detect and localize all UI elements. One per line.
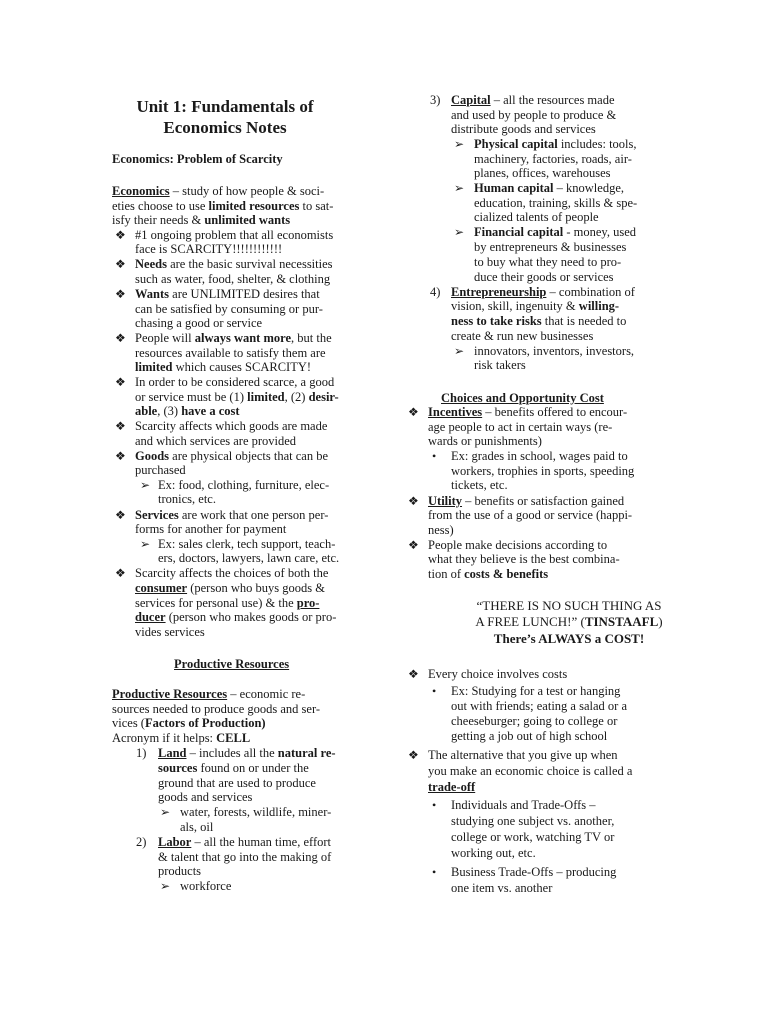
land-line-2: sources found on or under the: [158, 761, 309, 775]
bullet-goods-1: Goods are physical objects that can be: [135, 449, 329, 463]
arrow-bullet-icon: ➢: [454, 344, 465, 358]
incentives-ex-3: tickets, etc.: [451, 478, 508, 492]
diamond-bullet-icon: ❖: [408, 667, 419, 681]
capital-line-2: and used by people to produce &: [451, 108, 617, 122]
bullet-choices-5: vides services: [135, 625, 205, 639]
bullet-scarcity-2: face is SCARCITY!!!!!!!!!!!!: [135, 242, 283, 256]
bullet-choices-4: ducer (person who makes goods or pro-: [135, 610, 337, 624]
bullet-want-more-1: People will always want more, but the: [135, 331, 332, 345]
financial-capital-1: Financial capital - money, used: [474, 225, 637, 239]
every-ex-4: getting a job out of high school: [451, 729, 608, 743]
entre-line-4: create & run new businesses: [451, 329, 594, 343]
bullet-wants-2: can be satisfied by consuming or pur-: [135, 302, 323, 316]
capital-number: 3): [430, 93, 441, 107]
entre-line-3: ness to take risks that is needed to: [451, 314, 627, 328]
productive-def-2: sources needed to produce goods and ser-: [112, 702, 321, 716]
diamond-bullet-icon: ❖: [115, 375, 126, 389]
alternative-2: you make an economic choice is called a: [428, 764, 633, 778]
quote-line-2: A FREE LUNCH!” (TINSTAAFL): [475, 614, 663, 629]
entre-number: 4): [430, 285, 441, 299]
physical-capital-2: machinery, factories, roads, air-: [474, 152, 632, 166]
land-line-4: goods and services: [158, 790, 253, 804]
bullet-affects-2: and which services are provided: [135, 434, 297, 448]
capital-line-1: Capital – all the resources made: [451, 93, 615, 107]
choices-heading: Choices and Opportunity Cost: [441, 391, 604, 405]
diamond-bullet-icon: ❖: [115, 508, 126, 522]
entre-line-2: vision, skill, ingenuity & willing-: [451, 299, 620, 313]
diamond-bullet-icon: ❖: [115, 331, 126, 345]
bullet-services-2: forms for another for payment: [135, 522, 287, 536]
arrow-bullet-icon: ➢: [160, 879, 171, 893]
diamond-bullet-icon: ❖: [408, 405, 419, 419]
arrow-bullet-icon: ➢: [454, 137, 465, 151]
diamond-bullet-icon: ❖: [115, 257, 126, 271]
bullet-scarce-2: or service must be (1) limited, (2) desir-: [135, 390, 339, 404]
every-ex-1: Ex: Studying for a test or hanging: [451, 684, 621, 698]
arrow-bullet-icon: ➢: [454, 225, 465, 239]
quote-line-3: There’s ALWAYS a COST!: [493, 631, 645, 646]
decisions-1: People make decisions according to: [428, 538, 608, 552]
entre-sub-1: innovators, inventors, investors,: [474, 344, 635, 358]
arrow-bullet-icon: ➢: [454, 181, 465, 195]
productive-resources-heading: Productive Resources: [174, 657, 290, 671]
labor-sub: workforce: [180, 879, 232, 893]
bullet-needs-2: such as water, food, shelter, & clothing: [135, 272, 331, 286]
financial-capital-4: duce their goods or services: [474, 270, 614, 284]
business-1: Business Trade-Offs – producing: [451, 865, 617, 879]
decisions-3: tion of costs & benefits: [428, 567, 549, 581]
individuals-1: Individuals and Trade-Offs –: [451, 798, 596, 812]
quote-line-1: “THERE IS NO SUCH THING AS: [476, 598, 662, 613]
capital-line-3: distribute goods and services: [451, 122, 596, 136]
economics-def-line-3: isfy their needs & unlimited wants: [112, 213, 291, 227]
utility-1: Utility – benefits or satisfaction gained: [428, 494, 625, 508]
bullet-affects-1: Scarcity affects which goods are made: [135, 419, 328, 433]
bullet-choices-2: consumer (person who buys goods &: [135, 581, 325, 595]
bullet-wants-3: chasing a good or service: [135, 316, 263, 330]
bullet-goods-2: purchased: [135, 463, 186, 477]
arrow-bullet-icon: ➢: [160, 805, 171, 819]
financial-capital-2: by entrepreneurs & businesses: [474, 240, 627, 254]
alternative-3: trade-off: [428, 780, 476, 794]
bullet-choices-1: Scarcity affects the choices of both the: [135, 566, 329, 580]
business-2: one item vs. another: [451, 881, 553, 895]
diamond-bullet-icon: ❖: [115, 566, 126, 580]
bullet-want-more-3: limited which causes SCARCITY!: [135, 360, 312, 374]
labor-line-3: products: [158, 864, 202, 878]
incentives-ex-1: Ex: grades in school, wages paid to: [451, 449, 628, 463]
individuals-3: college or work, watching TV or: [451, 830, 615, 844]
goods-ex-1: Ex: food, clothing, furniture, elec-: [158, 478, 330, 492]
economics-def-line-1: Economics – study of how people & soci-: [112, 184, 325, 198]
bullet-scarcity-1: #1 ongoing problem that all economists: [135, 228, 334, 242]
human-capital-3: cialized talents of people: [474, 210, 599, 224]
entre-line-1: Entrepreneurship – combination of: [451, 285, 635, 299]
labor-line-2: & talent that go into the making of: [158, 850, 332, 864]
incentives-3: wards or punishments): [428, 434, 542, 448]
land-sub-1: water, forests, wildlife, miner-: [180, 805, 332, 819]
diamond-bullet-icon: ❖: [115, 228, 126, 242]
dot-bullet-icon: •: [432, 684, 437, 698]
productive-def-3: vices (Factors of Production): [112, 716, 266, 730]
incentives-ex-2: workers, trophies in sports, speeding: [451, 464, 635, 478]
diamond-bullet-icon: ❖: [408, 748, 419, 762]
utility-2: from the use of a good or service (happi-: [428, 508, 633, 522]
individuals-2: studying one subject vs. another,: [451, 814, 615, 828]
every-ex-3: cheeseburger; going to college or: [451, 714, 618, 728]
title-line-2: Economics Notes: [163, 118, 287, 137]
title-line-1: Unit 1: Fundamentals of: [136, 97, 314, 116]
diamond-bullet-icon: ❖: [408, 494, 419, 508]
goods-ex-2: tronics, etc.: [158, 492, 216, 506]
individuals-4: working out, etc.: [451, 846, 536, 860]
bullet-services-1: Services are work that one person per-: [135, 508, 329, 522]
every-choice: Every choice involves costs: [428, 667, 568, 681]
utility-3: ness): [428, 523, 454, 537]
services-ex-1: Ex: sales clerk, tech support, teach-: [158, 537, 336, 551]
financial-capital-3: to buy what they need to pro-: [474, 255, 622, 269]
alternative-1: The alternative that you give up when: [428, 748, 618, 762]
labor-number: 2): [136, 835, 147, 849]
dot-bullet-icon: •: [432, 798, 437, 812]
human-capital-1: Human capital – knowledge,: [474, 181, 625, 195]
land-number: 1): [136, 746, 147, 760]
land-line-1: Land – includes all the natural re-: [158, 746, 336, 760]
bullet-choices-3: services for personal use) & the pro-: [135, 596, 320, 610]
page-title: [110, 96, 340, 138]
diamond-bullet-icon: ❖: [115, 287, 126, 301]
labor-line-1: Labor – all the human time, effort: [158, 835, 332, 849]
physical-capital-3: planes, offices, warehouses: [474, 166, 611, 180]
entre-sub-2: risk takers: [474, 358, 526, 372]
services-ex-2: ers, doctors, lawyers, lawn care, etc.: [158, 551, 340, 565]
dot-bullet-icon: •: [432, 449, 437, 463]
bullet-scarce-1: In order to be considered scarce, a good: [135, 375, 335, 389]
diamond-bullet-icon: ❖: [115, 419, 126, 433]
incentives-1: Incentives – benefits offered to encour-: [428, 405, 628, 419]
dot-bullet-icon: •: [432, 865, 437, 879]
bullet-want-more-2: resources available to satisfy them are: [135, 346, 326, 360]
productive-def-1: Productive Resources – economic re-: [112, 687, 306, 701]
physical-capital-1: Physical capital includes: tools,: [474, 137, 637, 151]
land-line-3: ground that are used to produce: [158, 776, 316, 790]
bullet-needs-1: Needs are the basic survival necessities: [135, 257, 333, 271]
land-sub-2: als, oil: [180, 820, 214, 834]
every-ex-2: out with friends; eating a salad or a: [451, 699, 627, 713]
bullet-scarce-3: able, (3) have a cost: [135, 404, 240, 418]
diamond-bullet-icon: ❖: [408, 538, 419, 552]
acronym-line: Acronym if it helps: CELL: [112, 731, 251, 745]
arrow-bullet-icon: ➢: [140, 478, 151, 492]
decisions-2: what they believe is the best combina-: [428, 552, 620, 566]
economics-def-line-2: eties choose to use limited resources to sat-: [112, 199, 334, 213]
bullet-wants-1: Wants are UNLIMITED desires that: [135, 287, 320, 301]
section-subtitle: Economics: Problem of Scarcity: [112, 152, 283, 166]
human-capital-2: education, training, skills & spe-: [474, 196, 638, 210]
incentives-2: age people to act in certain ways (re-: [428, 420, 613, 434]
diamond-bullet-icon: ❖: [115, 449, 126, 463]
arrow-bullet-icon: ➢: [140, 537, 151, 551]
